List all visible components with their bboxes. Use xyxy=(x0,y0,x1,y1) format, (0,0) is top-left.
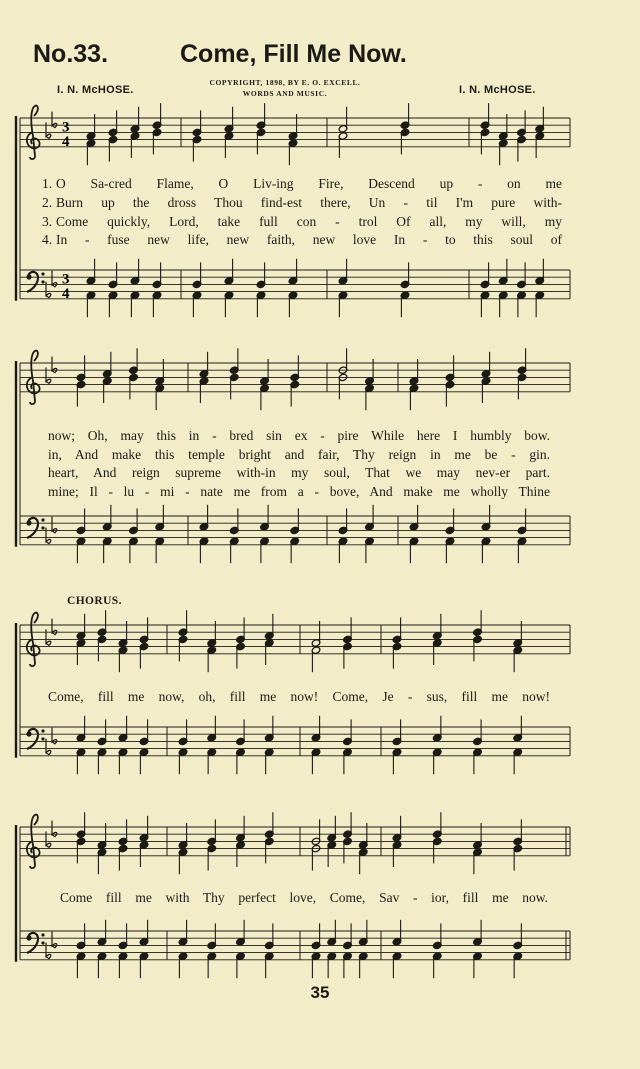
verse-text: Burn up the dross Thou find-est there, Un - til I'm pure with- xyxy=(56,195,562,210)
verse-text: O Sa-cred Flame, O Liv-ing Fire, Descend up - on me xyxy=(56,176,562,191)
chorus-text: Come, fill me now, oh, fill me now! Come, Je - sus, fill me now! xyxy=(48,689,550,704)
verse-text: Come quickly, Lord, take full con - trol Of all, my will, my xyxy=(56,214,562,229)
verse-number: 2. xyxy=(42,195,53,210)
verse-line-1 xyxy=(42,176,562,192)
bass-clef-icon xyxy=(26,518,44,538)
hymn-title: Come, Fill Me Now. xyxy=(180,40,407,68)
words-author: I. N. McHOSE. xyxy=(57,84,134,96)
bass-staff xyxy=(20,716,570,774)
copyright-notice xyxy=(200,77,370,99)
words-music-line: WORDS AND MUSIC. xyxy=(242,89,328,98)
bass-staff xyxy=(20,259,570,317)
treble-staff xyxy=(20,610,570,672)
bass-clef-icon xyxy=(26,729,44,749)
treble-staff xyxy=(20,103,570,165)
verse-line-3 xyxy=(42,214,562,230)
time-signature-top: 3 xyxy=(62,119,70,136)
verse-cont-4 xyxy=(48,484,550,500)
bass-staff xyxy=(20,920,570,978)
bass-clef-icon xyxy=(26,933,44,953)
verse-text: now; Oh, may this in - bred sin ex - pire While here I humbly bow. xyxy=(48,428,550,443)
verse-text: mine; Il - lu - mi - nate me from a - bove, And make me wholly Thine xyxy=(48,484,550,499)
verse-text: In - fuse new life, new faith, new love In - to this soul of xyxy=(56,232,562,247)
chorus-line-1 xyxy=(48,689,550,705)
verse-number: 4. xyxy=(42,232,53,247)
page-number: 35 xyxy=(310,983,330,1002)
verse-line-4 xyxy=(42,232,562,248)
verse-number: 1. xyxy=(42,176,53,191)
time-signature-bottom: 4 xyxy=(62,133,70,150)
verse-text: heart, And reign supreme with-in my soul, That we may nev-er part. xyxy=(48,465,550,480)
bass-clef-icon xyxy=(26,272,44,292)
hymn-number: No.33. xyxy=(33,40,109,68)
treble-staff xyxy=(20,348,570,410)
copyright-line: COPYRIGHT, 1898, BY E. O. EXCELL. xyxy=(209,78,361,87)
bass-staff xyxy=(20,505,570,563)
verse-text: in, And make this temple bright and fair, Thy reign in me be - gin. xyxy=(48,447,550,462)
time-signature-top: 3 xyxy=(62,271,70,288)
verse-cont-2 xyxy=(48,447,550,463)
chorus-text: Come fill me with Thy perfect love, Come, Sav - ior, fill me now. xyxy=(60,890,548,905)
verse-line-2 xyxy=(42,195,562,211)
chorus-label: CHORUS. xyxy=(67,595,122,607)
verse-cont-3 xyxy=(48,465,550,481)
treble-staff xyxy=(20,812,570,874)
music-author: I. N. McHOSE. xyxy=(459,84,536,96)
verse-number: 3. xyxy=(42,214,53,229)
chorus-line-2 xyxy=(60,890,548,906)
verse-cont-1 xyxy=(48,428,550,444)
time-signature-bottom: 4 xyxy=(62,285,70,302)
